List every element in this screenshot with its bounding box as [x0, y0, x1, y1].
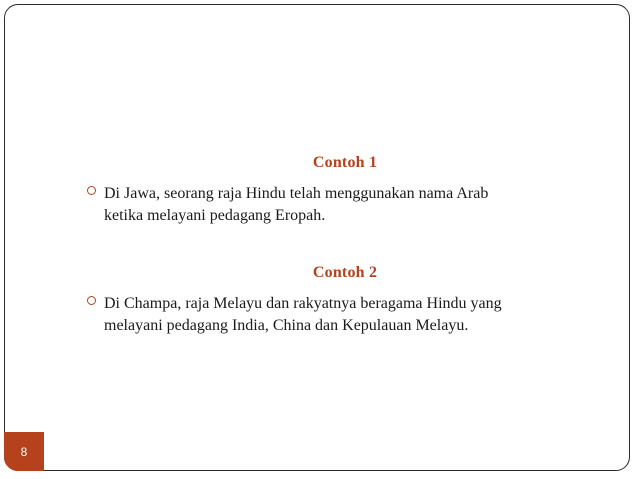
example-2-bullet-text: Di Champa, raja Melayu dan rakyatnya beragama Hindu yang melayani pedagang India, China dan Kepulauan Melayu.: [104, 295, 502, 334]
page-number-badge: [4, 432, 44, 471]
example-2-heading: [0, 264, 638, 282]
example-1-heading-text: Contoh 1: [312, 154, 378, 171]
example-1-heading: [0, 154, 638, 172]
page-number: 8: [20, 444, 28, 459]
bullet-dot-icon: [87, 186, 96, 195]
example-1-bullet-text: Di Jawa, seorang raja Hindu telah menggunakan nama Arab ketika melayani pedagang Eropah.: [104, 185, 489, 224]
bullet-dot-icon: [87, 296, 96, 305]
example-2-heading-text: Contoh 2: [312, 264, 378, 281]
